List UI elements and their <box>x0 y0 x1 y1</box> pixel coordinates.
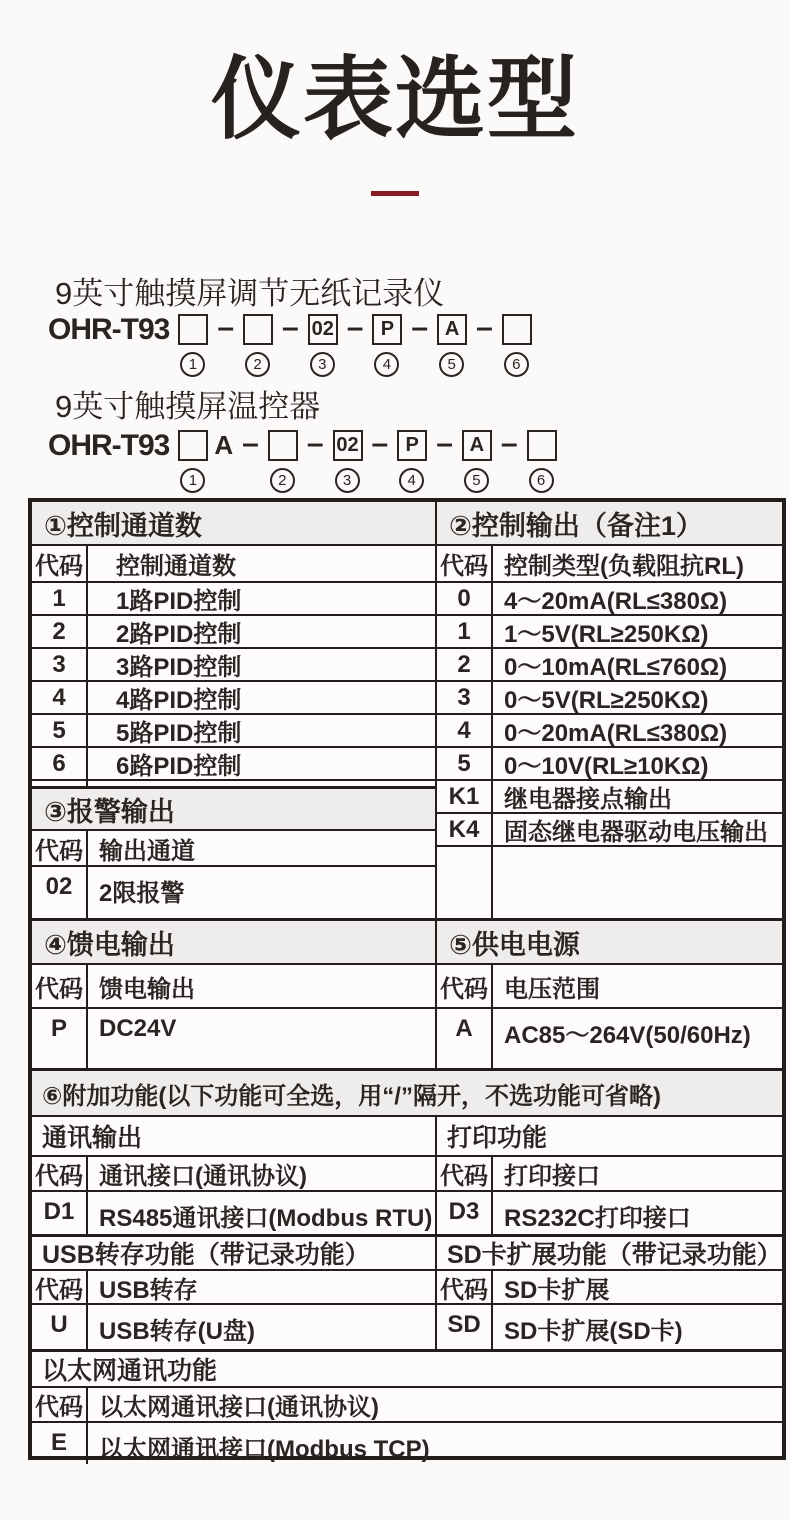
subsection-header-sd: SD卡扩展功能（带记录功能） <box>437 1237 782 1271</box>
code-header-cell: 代码 <box>32 831 88 865</box>
model-box: P <box>372 314 402 345</box>
value-cell: 固态继电器驱动电压输出 <box>504 819 768 846</box>
code-header-cell: 代码 <box>32 546 88 581</box>
circled-number: 5 <box>464 468 489 493</box>
table-row <box>437 649 782 682</box>
subsection-header-ethernet: 以太网通讯功能 <box>32 1352 782 1388</box>
model-slot <box>527 430 557 493</box>
band-4 <box>32 1237 782 1352</box>
table-row <box>437 1009 782 1068</box>
value-cell: RS232C打印接口 <box>504 1205 691 1232</box>
table-row <box>32 867 435 918</box>
table-row <box>437 748 782 781</box>
code-cell: E <box>32 1423 88 1464</box>
dash-separator: – <box>500 427 518 460</box>
circled-number: 4 <box>399 468 424 493</box>
code-cell: 0 <box>437 583 493 614</box>
title-underline <box>371 191 419 196</box>
page-title: 仪表选型 <box>211 50 579 150</box>
band-3 <box>32 1117 782 1237</box>
model-slot <box>243 314 273 377</box>
value-cell: 4～20mA(RL≤380Ω) <box>504 588 728 615</box>
table-row <box>32 715 435 748</box>
dash-separator: – <box>476 311 493 344</box>
code-cell: P <box>32 1009 88 1068</box>
table-row <box>437 616 782 649</box>
value-cell: 2限报警 <box>99 880 185 907</box>
code-cell: 1 <box>32 583 88 614</box>
model-slot <box>268 430 298 493</box>
table-row <box>32 649 435 682</box>
value-cell: 1路PID控制 <box>116 588 242 615</box>
model-box <box>527 430 557 461</box>
model-slot <box>502 314 532 377</box>
value-cell <box>88 781 435 786</box>
table-header-row <box>32 1157 435 1192</box>
column-right <box>437 1117 782 1234</box>
code-cell: K1 <box>437 781 493 812</box>
circled-number: 3 <box>335 468 360 493</box>
code-cell: 4 <box>437 715 493 746</box>
table-row <box>32 1009 435 1068</box>
table-row <box>32 616 435 649</box>
table-header-row <box>32 1388 782 1423</box>
selection-table <box>28 498 786 1463</box>
value-cell: 4路PID控制 <box>116 687 242 714</box>
section-header-3: ③报警输出 <box>32 789 435 831</box>
model-prefix: OHR-T93 <box>48 313 170 346</box>
column-left <box>32 1237 437 1349</box>
value-header-cell: 馈电输出 <box>99 975 195 1003</box>
subsection-header-usb: USB转存功能（带记录功能） <box>32 1237 435 1271</box>
code-cell: A <box>437 1009 493 1068</box>
value-cell: 0～10V(RL≥10KΩ) <box>504 753 709 780</box>
model-box <box>502 314 532 345</box>
table-header-row <box>32 831 435 867</box>
model-suffix: A <box>214 430 234 460</box>
value-cell: 0～5V(RL≥250KΩ) <box>504 687 709 714</box>
model-box: 02 <box>333 430 363 461</box>
table-row <box>437 1305 782 1349</box>
table-header-row <box>32 546 435 583</box>
code-cell: D3 <box>437 1192 493 1234</box>
section-header-6: ⑥附加功能(以下功能可全选，用“/”隔开，不选功能可省略) <box>32 1071 782 1117</box>
table-row <box>32 682 435 715</box>
code-cell: 02 <box>32 867 88 918</box>
code-header-cell: 代码 <box>437 1271 493 1303</box>
model-box <box>178 314 208 345</box>
value-cell: DC24V <box>99 1015 177 1042</box>
dash-separator: – <box>411 311 429 344</box>
table-header-row <box>32 1271 435 1305</box>
spacer-row <box>32 781 435 789</box>
value-header-cell: 电压范围 <box>504 975 600 1003</box>
circled-number: 3 <box>310 352 335 377</box>
subsection-header-comm: 通讯输出 <box>32 1117 435 1157</box>
model-box <box>268 430 298 461</box>
model-box <box>178 430 208 461</box>
code-cell: 2 <box>32 616 88 647</box>
column-left <box>32 502 437 918</box>
code-header-cell: 代码 <box>32 1388 88 1421</box>
value-cell: 以太网通讯接口(Modbus TCP) <box>99 1436 430 1463</box>
value-cell: AC85～264V(50/60Hz) <box>504 1022 751 1049</box>
table-header-row <box>437 546 782 583</box>
circled-number: 2 <box>245 352 270 377</box>
dash-separator: – <box>282 311 299 344</box>
code-cell: 6 <box>32 748 88 779</box>
column-right <box>437 502 782 918</box>
circled-number: 2 <box>270 468 295 493</box>
dash-separator: – <box>242 427 259 460</box>
code-cell: 5 <box>32 715 88 746</box>
value-cell: USB转存(U盘) <box>99 1318 255 1345</box>
value-cell: 3路PID控制 <box>116 654 242 681</box>
code-cell: 1 <box>437 616 493 647</box>
section-header-2: ②控制输出（备注1） <box>437 502 782 546</box>
value-cell: 2路PID控制 <box>116 621 242 648</box>
code-cell: 5 <box>437 748 493 779</box>
dash-separator: – <box>371 427 389 460</box>
table-row <box>437 1192 782 1234</box>
code-header-cell: 代码 <box>437 965 493 1007</box>
circled-number: 5 <box>439 352 464 377</box>
table-header-row <box>437 1157 782 1192</box>
value-cell: 0～10mA(RL≤760Ω) <box>504 654 728 681</box>
product-name-controller: 9英寸触摸屏温控器 <box>55 389 321 424</box>
dash-separator: – <box>306 427 324 460</box>
model-slot <box>437 314 467 377</box>
code-header-cell: 代码 <box>32 1271 88 1303</box>
value-cell: SD卡扩展(SD卡) <box>504 1318 683 1345</box>
table-row <box>437 781 782 814</box>
section-header-5: ⑤供电电源 <box>437 921 782 965</box>
value-header-cell: SD卡扩展 <box>504 1276 610 1304</box>
model-code-line-controller <box>48 427 557 493</box>
model-slot <box>308 314 338 377</box>
value-cell: RS485通讯接口(Modbus RTU) <box>99 1205 433 1232</box>
value-header-cell: 通讯接口(通讯协议) <box>99 1163 307 1190</box>
table-row <box>437 715 782 748</box>
value-cell: 6路PID控制 <box>116 753 242 780</box>
table-row <box>32 748 435 781</box>
code-cell: 3 <box>32 649 88 680</box>
code-cell: K4 <box>437 814 493 845</box>
code-cell: D1 <box>32 1192 88 1234</box>
code-header-cell: 代码 <box>32 965 88 1007</box>
value-header-cell: 控制类型(负载阻抗RL) <box>504 553 744 580</box>
value-header-cell: 以太网通讯接口(通讯协议) <box>99 1394 379 1421</box>
code-cell: 4 <box>32 682 88 713</box>
model-box: 02 <box>308 314 338 345</box>
code-cell <box>437 847 493 918</box>
column-left <box>32 921 437 1068</box>
table-header-row <box>32 965 435 1009</box>
code-cell: SD <box>437 1305 493 1349</box>
code-cell: 3 <box>437 682 493 713</box>
table-row <box>32 1192 435 1234</box>
section-header-1: ①控制通道数 <box>32 502 435 546</box>
circled-number: 4 <box>374 352 399 377</box>
model-box: A <box>437 314 467 345</box>
table-row <box>437 814 782 847</box>
table-row <box>437 583 782 616</box>
model-box <box>243 314 273 345</box>
section-header-4: ④馈电输出 <box>32 921 435 965</box>
band-1 <box>32 502 782 921</box>
value-header-cell: 打印接口 <box>504 1163 600 1190</box>
model-slot <box>397 430 427 493</box>
column-right <box>437 1237 782 1349</box>
value-header-cell: 控制通道数 <box>116 553 236 580</box>
circled-number: 6 <box>504 352 529 377</box>
column-left <box>32 1117 437 1234</box>
code-cell: U <box>32 1305 88 1349</box>
value-cell <box>493 847 782 918</box>
model-slot <box>333 430 363 493</box>
code-cell: 2 <box>437 649 493 680</box>
code-header-cell: 代码 <box>437 1157 493 1190</box>
model-code-line-recorder <box>48 311 532 377</box>
model-slot <box>372 314 402 377</box>
subsection-header-print: 打印功能 <box>437 1117 782 1157</box>
column-right <box>437 921 782 1068</box>
model-slot <box>178 314 208 377</box>
model-slot <box>178 430 233 493</box>
product-name-recorder: 9英寸触摸屏调节无纸记录仪 <box>55 276 445 311</box>
model-box: A <box>462 430 492 461</box>
value-cell: 0～20mA(RL≤380Ω) <box>504 720 728 747</box>
circled-number: 1 <box>180 468 205 493</box>
model-box: P <box>397 430 427 461</box>
value-cell: 1～5V(RL≥250KΩ) <box>504 621 709 648</box>
table-row <box>32 1423 782 1464</box>
code-cell <box>32 781 88 786</box>
table-row <box>437 682 782 715</box>
dash-separator: – <box>217 311 235 344</box>
table-header-row <box>437 965 782 1009</box>
model-prefix: OHR-T93 <box>48 429 170 462</box>
value-cell: 继电器接点输出 <box>504 786 672 813</box>
value-header-cell: USB转存 <box>99 1276 198 1304</box>
spacer-row <box>437 847 782 918</box>
code-header-cell: 代码 <box>437 546 493 581</box>
circled-number: 6 <box>529 468 554 493</box>
value-cell: 5路PID控制 <box>116 720 242 747</box>
dash-separator: – <box>346 311 364 344</box>
circled-number: 1 <box>180 352 205 377</box>
table-header-row <box>437 1271 782 1305</box>
code-header-cell: 代码 <box>32 1157 88 1190</box>
table-row <box>32 1305 435 1349</box>
band-2 <box>32 921 782 1071</box>
value-header-cell: 输出通道 <box>99 837 195 865</box>
band-5 <box>32 1352 782 1464</box>
table-row <box>32 583 435 616</box>
model-slot <box>462 430 492 493</box>
dash-separator: – <box>436 427 453 460</box>
